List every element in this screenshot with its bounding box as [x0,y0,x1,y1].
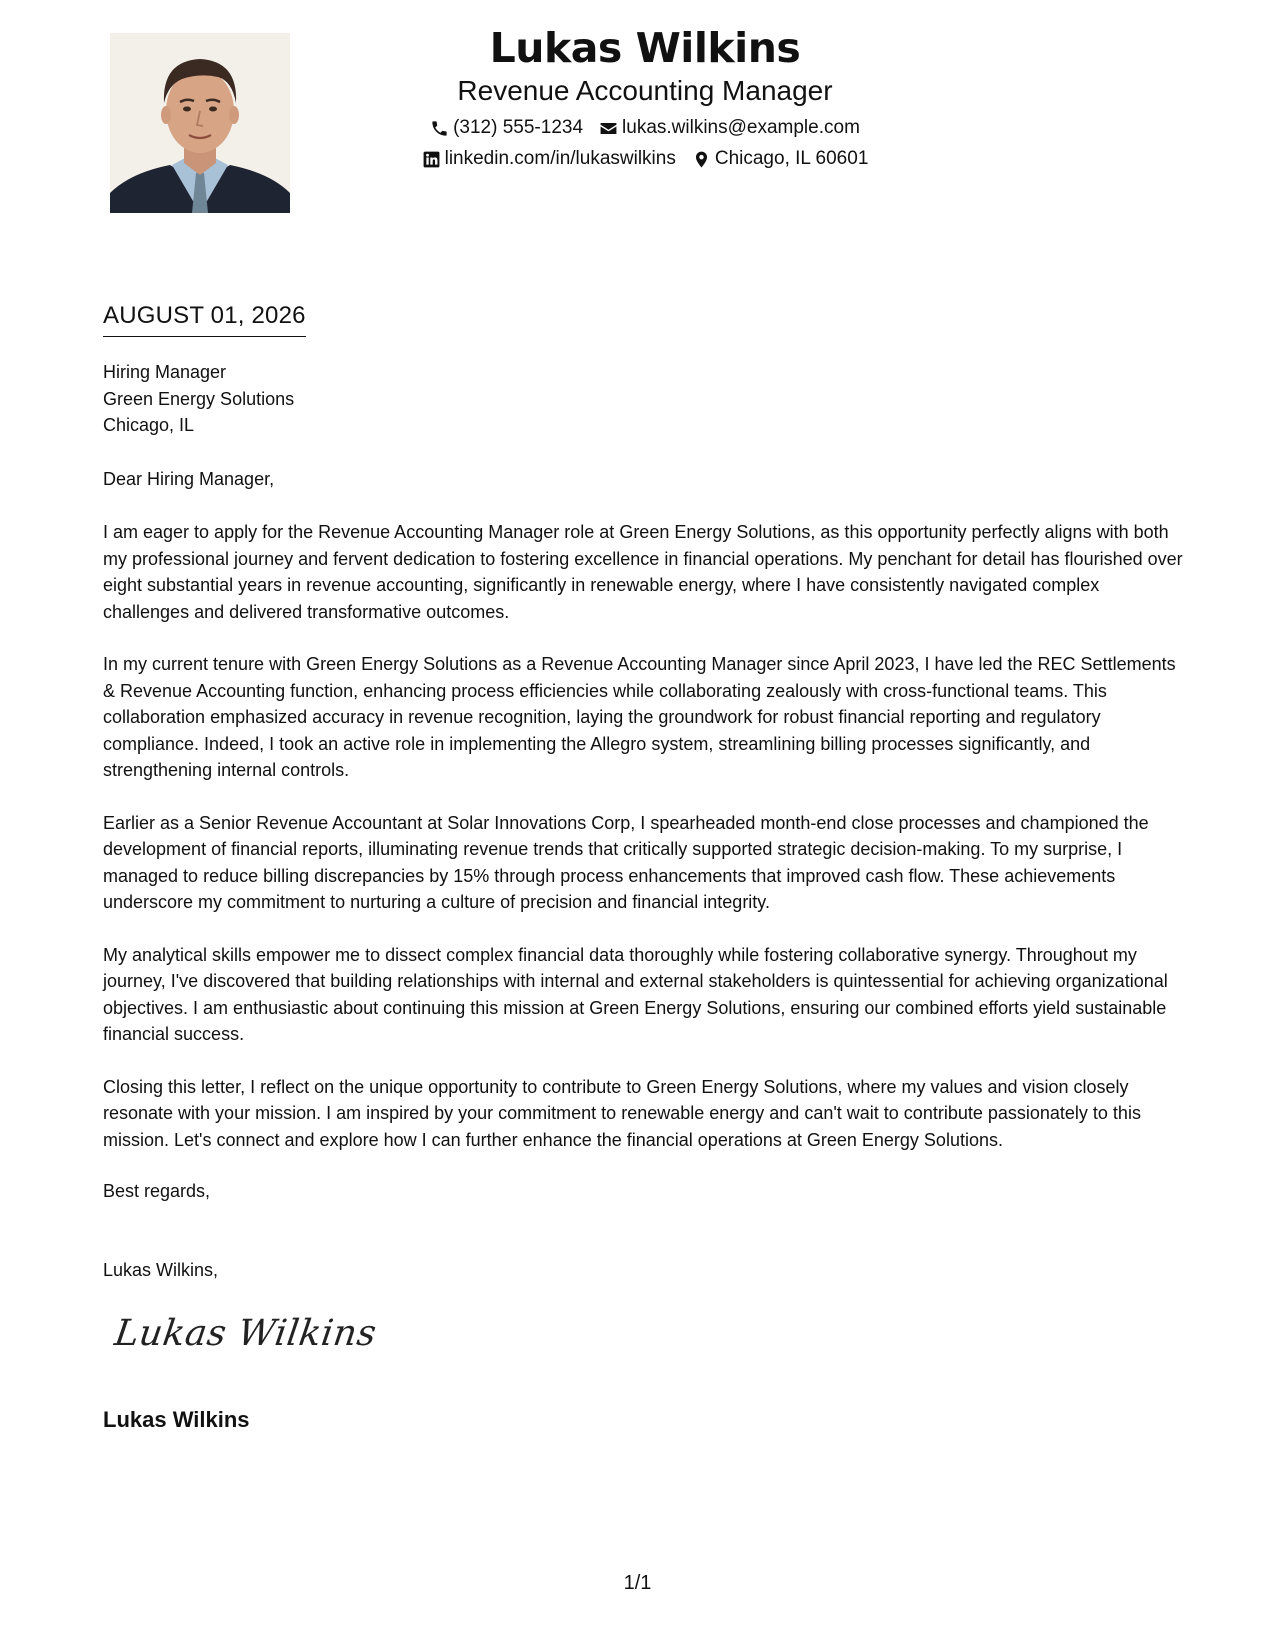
letter-body [103,519,1183,1179]
closing: Best regards, [103,1181,211,1201]
linkedin-icon [422,150,441,169]
profile-photo [110,33,290,213]
contact-line-2 [340,147,950,171]
linkedin-contact[interactable] [422,147,676,171]
phone-contact[interactable] [430,116,583,140]
body-paragraph: I am eager to apply for the Revenue Accounting Manager role at Green Energy Solutions, as this opportunity perfectly aligns with both my professional journey and fervent dedication to fostering excellence in financial operations. My penchant for detail has flourished over eight substantial years in revenue accounting, significantly in renewable energy, where I have consistently navigated complex challenges and delivered transformative outcomes. [103,522,1183,622]
email-text: lukas.wilkins@example.com [622,117,860,138]
page-number: 1/1 [623,1572,652,1594]
phone-text: (312) 555-1234 [453,117,584,138]
handwritten-signature: Lukas Wilkins [112,1313,380,1354]
recipient-line: Hiring Manager [103,362,227,382]
body-paragraph: In my current tenure with Green Energy Solutions as a Revenue Accounting Manager since April 2023, I have led the REC Settlements & Revenue Accounting function, enhancing process efficiencies while collaborating zealously with cross-functional teams. This collaboration emphasized accuracy in revenue recognition, laying the groundwork for robust financial reporting and regulatory compliance. Indeed, I took an active role in implementing the Allegro system, streamlining billing processes significantly, and strengthening internal controls. [103,654,1176,780]
phone-icon [430,119,449,138]
body-paragraph: Earlier as a Senior Revenue Accountant at Solar Innovations Corp, I spearheaded month-end close processes and championed the development of financial reports, illuminating revenue trends that critically supported strategic decision-making. To my surprise, I managed to reduce billing discrepancies by 15% through process enhancements that improved cash flow. These achievements underscore my commitment to nurturing a culture of precision and financial integrity. [103,812,1149,912]
contact-line-1 [340,116,950,140]
envelope-icon [599,119,618,138]
email-contact[interactable] [599,116,860,140]
location-text: Chicago, IL 60601 [714,148,869,169]
recipient-block [103,359,1183,439]
linkedin-text: linkedin.com/in/lukaswilkins [444,148,676,169]
location-contact [692,147,869,171]
body-paragraph: Closing this letter, I reflect on the unique opportunity to contribute to Green Energy Solutions, where my values and vision closely resonate with your mission. I am inspired by your commitment to renewable energy and can't wait to contribute passionately to this mission. Let's connect and explore how I can further enhance the financial operations at Green Energy Solutions. [103,1076,1141,1150]
map-marker-icon [692,150,711,169]
closing-name: Lukas Wilkins, [103,1260,219,1280]
printed-name: Lukas Wilkins [103,1407,250,1432]
applicant-name: Lukas Wilkins [489,24,801,72]
salutation: Dear Hiring Manager, [103,469,275,489]
header [340,22,950,171]
recipient-line: Green Energy Solutions [103,388,295,409]
letter-date: AUGUST 01, 2026 [103,300,306,337]
recipient-line: Chicago, IL [103,415,195,435]
applicant-title: Revenue Accounting Manager [457,75,833,106]
body-paragraph: My analytical skills empower me to dissect complex financial data thoroughly while fostering collaborative synergy. Throughout my journey, I've discovered that building relationships with internal and external stakeholders is quintessential for achieving organizational objectives. I am enthusiastic about continuing this mission at Green Energy Solutions, ensuring our combined efforts yield sustainable financial success. [103,944,1168,1044]
